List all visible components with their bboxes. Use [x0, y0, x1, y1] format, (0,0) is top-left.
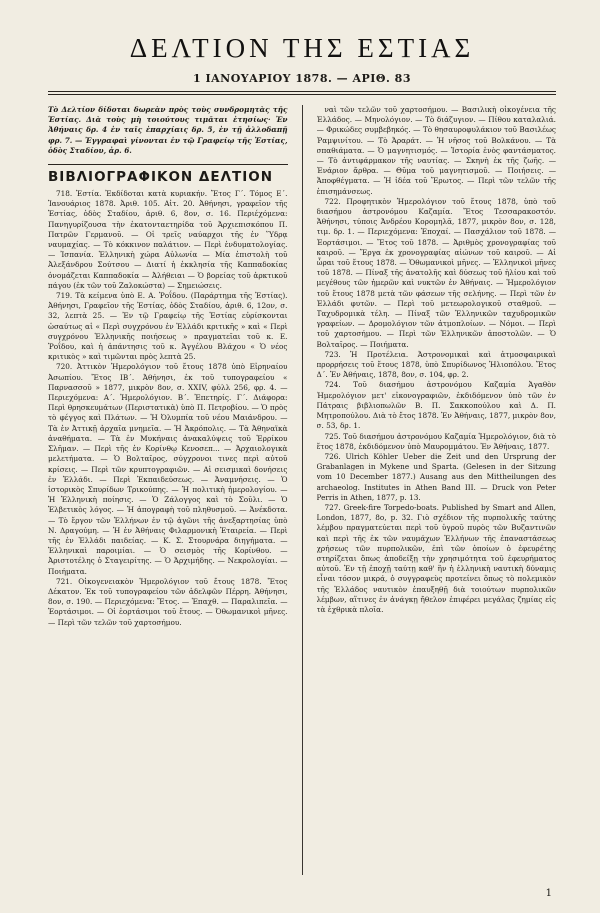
section-title: ΒΙΒΛΙΟΓΡΑΦΙΚΟΝ ΔΕΛΤΙΟΝ: [48, 169, 274, 186]
entry-paragraph: 724. Τοῦ διασήμου ἀστρονόμου Καζαμία Ἀγαθὸν Ἡμερολόγιον μετ' εἰκονογραφιῶν, ἐκδιδόμενον ὑπὸ τῶν ἐν Πάτραις βιβλιοπωλῶν Β. Π. Σακκοπούλου καὶ Δ. Π. Μητροπούλου. Διὰ τὸ ἔτος 1878. Ἐν Ἀθήναις, 1877, μικρὸν 8ον, σ. 53, δρ. 1.: [316, 380, 556, 431]
top-rule-thin: [48, 94, 556, 95]
entry-paragraph: 726. Ulrich Köhler Ueber die Zeit und den Ursprung der Grabanlagen in Mykene und Sparta. (Gelesen in der Sitzung vom 10 December 1877.) Ausang aus den Mittheilungen des archaeolog. Institutes in Athen Band III. — Druck von Peter Perris in Athen, 1877, p. 13.: [316, 451, 556, 502]
entry-paragraph: ναὶ τῶν τελῶν τοῦ χαρτοσήμου. — Βασιλικὴ οἰκογένεια τῆς Ἑλλάδος. — Μηνολόγιον. — Τὸ διάζυγιον. — Πίθου καταλαλιά. — Φρικώδες συμβεβηκός. — Τὸ θησαυροφυλάκιον τοῦ Βασιλέως Ῥαμψινίτου. — Τὸ Ἀραράτ. — Ἡ νῆσος τοῦ Βολκάνου. — Τὰ σπαθιάματα. — Ὁ μαγνητισμός. — Ἱστορία ἑνὸς φαντάσματος. — Τὸ ἀντιφάρμακον τῆς ναυτίας. — Σκηνὴ ἐκ τῆς ζωῆς. — Ἐνάριον ἄρθρα. — Θῦμα τοῦ μαγνητισμοῦ. — Ποιήσεις. — Ἀποφθέγματα. — Ἡ ἰδέα τοῦ Ἔρωτος. — Περὶ τῶν τελῶν τῆς ἐπισημάνσεως.: [316, 105, 556, 196]
entry-paragraph: 722. Προφητικὸν Ἡμερολόγιον τοῦ ἔτους 1878, ὑπὸ τοῦ διασήμου ἀστρονόμου Καζαμία. Ἔτος Τεσσαρακοστόν. Ἀθήνησι, τύποις Ἀνδρέου Κορομηλᾶ, 1877, μικρὸν 8ον, σ. 128, τιμ. δρ. 1. — Περιεχόμενα: Ἐποχαί. — Πασχάλιον τοῦ 1878. — Ἑορτάσιμοι. — Ἔτος τοῦ 1878. — Ἀριθμὸς χρονογραφίας τοῦ καιροῦ. — Ἔργα ἐκ χρονογραφίας αἰώνων τοῦ καιροῦ. — Αἱ ὧραι τοῦ ἔτους 1878. — Ὀθωμανικοὶ μῆνες. — Ἑλληνικοὶ μῆνες τοῦ 1878. — Πίναξ τῆς ἀνατολῆς καὶ δύσεως τοῦ ἡλίου καὶ τοῦ μεγέθους τῶν ἡμερῶν καὶ νυκτῶν ἐν Ἀθήναις. — Ἡμερολόγιον τοῦ ἔτους 1878 μετὰ τῶν φάσεων τῆς σελήνης. — Περὶ τῶν ἐν Ἑλλάδι φυτῶν. — Περὶ τοῦ μετεωρολογικοῦ σταθμοῦ. — Ταχυδρομικὰ τέλη. — Πίναξ τῶν Ἑλληνικῶν ταχυδρομικῶν γραφείων. — Δρομολόγιον τῶν ἀτμοπλοίων. — Νόμοι. — Περὶ τοῦ χαρτοσήμου. — Περὶ τῶν Ἑλληνικῶν ἀποστολῶν. — Ὁ Βολταῖρος. — Ποιήματα.: [316, 196, 556, 349]
dateline: 1 ΙΑΝΟΥΑΡΙΟΥ 1878. — ΑΡΙΘ. 83: [193, 72, 411, 85]
column-divider: [302, 105, 303, 875]
subscription-notice: Τὸ Δελτίον δίδοται δωρεὰν πρὸς τοὺς συνδρομητὰς τῆς Ἑστίας. Διὰ τοὺς μὴ τοιούτους τιμᾶται ἐτησίως· Ἐν Ἀθήναις δρ. 4 ἐν ταῖς ἐπαρχίαις δρ. 5, ἐν τῇ ἀλλοδαπῇ φρ. 7. — Ἐγγραφαὶ γίνονται ἐν τῷ Γραφείῳ τῆς Ἑστίας, ὁδὸς Σταδίου, ἀρ. 6.: [48, 105, 288, 155]
entry-paragraph: 723. Ἡ Προτέλεια. Ἀστρονομικαὶ καὶ ἀτμοσφαιρικαὶ προρρήσεις τοῦ ἔτους 1878, ὑπὸ Σπυρίδωνος Ἡλιοπόλου. Ἔτος Δ΄. Ἐν Ἀθήναις, 1878, 8ον, σ. 104, φρ. 2.: [316, 349, 556, 380]
entry-paragraph: 719. Τὰ κείμενα ὑπὸ Ε. Α. Ῥοΐδου. (Παράρτημα τῆς Ἑστίας). Ἀθήνησι, Γραφεῖον τῆς Ἑστίας, ὁδὸς Σταδίου, ἀριθ. 6, 12ον, σ. 32, λεπτὰ 25. — Ἐν τῷ Γραφείῳ τῆς Ἑστίας εὑρίσκονται ὡσαύτως αἱ « Περὶ συγχρόνου ἐν Ἑλλάδι κριτικῆς » καὶ « Περὶ συγχρόνου Ἑλληνικῆς ποιήσεως » πραγματεῖαι τοῦ κ. Ε. Ῥοΐδου, καὶ ἡ ἀπάντησις τοῦ κ. Ἀγγέλου Βλάχου « Ὁ νέος κριτικὸς » καὶ τιμῶνται πρὸς λεπτὰ 25.: [48, 291, 288, 362]
entry-paragraph: 720. Ἀττικὸν Ἡμερολόγιον τοῦ ἔτους 1878 ὑπὸ Εἰρηναίου Ἀσωπίου. Ἔτος ΙΒ΄. Ἀθήνησι, ἐκ τοῦ τυπογραφείου « Παρνασσοῦ » 1877, μικρὸν 8ον, σ. XXIV, φύλλ 256, φρ. 4. — Περιεχόμενα: Α΄. Ἡμερολόγιον. Β΄. Ἐπετηρίς. Γ΄. Διάφορα: Περὶ θρησκευμάτων (Περιστατικὰ) ὑπὸ Π. Πετροβίου. — Ὁ πρὸς τὸ φέγγος καὶ Πλάτων. — Ἡ Ὀλυμπία τοῦ νέου Μαιάνδρου. — Τὰ ἐν Ἀττικῇ ἀρχαῖα μνημεῖα. — Ἡ Ἀκρόπολις. — Τὰ Ἀθηναϊκὰ ἀναθήματα. — Τὰ ἐν Μυκήναις ἀνακαλύψεις τοῦ Ἑρρίκου Σλῆμαν. — Περὶ τῆς ἐν Κορίνθῳ Κενοσεπ... — Ἀρχαιολογικὰ μελετήματα. — Ὁ Βολταῖρος, σύγχρονοι τινες περὶ αὐτοῦ κρίσεις. — Περὶ τῶν κρυπτογραφιῶν. — Αἱ σεισμικαὶ δονήσεις ἐν Ἑλλάδι. — Περὶ Ἐκπαιδεύσεως. — Ἀναμνήσεις. — Ὁ ἱστορικὸς Σπυρίδων Τρικούπης. — Ἡ πολιτικὴ ἡμερολογίου. — Ἡ Ἑλληνικὴ ποίησις. — Ὁ Ζάλογγος καὶ τὸ Σοῦλι. — Ὁ Ἑλβετικὸς λόγος. — Ἡ ἀπογραφὴ τοῦ πληθυσμοῦ. — Ἀνέκδοτα. — Τὸ ἔργον τῶν Ἑλλήνων ἐν τῷ ἀγῶνι τῆς ἀνεξαρτησίας ὑπὸ Ν. Δραγούμη. — Ἡ ἐν Ἀθήναις Φιλαρμονικὴ Ἑταιρεία. — Περὶ τῆς ἐν Ἑλλάδι παιδείας. — Κ. Σ. Στουρνάρα διηγήματα. — Ἑλληνικαὶ παροιμίαι. — Ὁ σεισμὸς τῆς Κορίνθου. — Ἀριστοτέλης ὁ Σταγειρίτης. — Ὁ Ἀρχιμήδης. — Νεκρολογίαι. — Ποιήματα.: [48, 362, 288, 576]
entry-paragraph: 727. Greek-fire Torpedo-boats. Published by Smart and Allen, London, 1877, 8ο, p. 32. Γιὸ σχέδιον τῆς πυρπολικῆς ταύτης λέμβου πραγματεύεται περὶ τοῦ ὑγροῦ πυρὸς τῶν Βυζαντινῶν καὶ περὶ τῆς ἐκ τῶν ναυμάχων Ἑλλήνων τῆς ἐπαναστάσεως χρήσεως τῶν πυρπολικῶν, ἐπὶ τῶν ὁποίων ὁ ἐφευρέτης στηρίζεται ὅπως ἀποδείξῃ τὴν χρησιμότητα τοῦ ἐφευρήματος αὐτοῦ. Ἐν τῇ ἐποχῇ ταύτῃ καθ' ἣν ἡ ἐλληνικὴ ναυτικὴ δύναμις εἶναι τόσον μικρά, ὁ συγγραφεὺς προτείνει ὅπως τὸ πολεμικὸν τῆς Ἑλλάδος ναυτικὸν ἐπαυξηθῇ διὰ τοιούτων πυρπολικῶν λέμβων, αἵτινες ἐν ἀνάγκῃ ἤθελον ἐπιφέρει μεγάλας ζημίας εἰς τὰ ἐχθρικὰ πλοῖα.: [316, 502, 556, 614]
notice-separator: [48, 164, 288, 165]
entry-paragraph: 725. Τοῦ διασήμου ἀστρονόμου Καζαμία Ἡμερολόγιον, διὰ τὸ ἔτος 1878, ἐκδιδόμενον ὑπὸ Μαυρομμάτου. Ἐν Ἀθήναις, 1877.: [316, 431, 556, 451]
entry-paragraph: 718. Ἑστία. Ἐκδίδοται κατὰ κυριακήν. Ἔτος Γ΄. Τόμος Ε΄. Ἰανουάριος 1878. Ἀριθ. 105. Αἰτ. 20. Ἀθήνησι, γραφεῖον τῆς Ἑστίας, ὁδὸς Σταδίου, ἀριθ. 6, 8ον, σ. 16. Περιέχόμενα: Πανηγυρίζουσα τὴν ἐκατονταετηρίδα τοῦ Ἀρχιεπισκόπου Π. Πατρῶν Γερμανοῦ. — Οἱ τρεῖς ναύαρχοι τῆς ἐν Ὕδρᾳ ναυμαχίας. — Τὸ κόκκινον παλάτιον. — Περὶ ἐνδυματολογίας. — Ἰσπανία. Ἑλληνικὴ χώρα Αὐλωνία — Μία ἐπιστολὴ τοῦ Ἀλεξάνδρου Σούτσου — Διατί ἡ ἐκκλησία τῆς Καππαδοκίας ὀνομάζεται Καππαδοκία — Ἀλήθειαι — Ὁ βορείας τοῦ ἀρκτικοῦ πάγου (ἐκ τῶν τοῦ Ζαλοκώστα) — Σημειώσεις.: [48, 189, 288, 290]
page-number: 1: [545, 888, 552, 899]
top-rule: [48, 91, 556, 92]
masthead-title: ΔΕΛΤΙΟΝ ΤΗΣ ΕΣΤΙΑΣ: [129, 33, 475, 63]
right-column: [317, 105, 557, 875]
left-column: [48, 105, 288, 875]
columns: [48, 105, 556, 875]
entry-paragraph: 721. Οἰκογενειακὸν Ἡμερολόγιον τοῦ ἔτους 1878. Ἔτος Δέκατον. Ἐκ τοῦ τυπογραφείου τῶν ἀδελφῶν Πέρρη. Ἀθήνησι, 8ον, σ. 190. — Περιεχόμενα: Ἔτος. — Ἐπαχθ. — Παραλιπεῖα. — Ἑορτάσιμοι. — Οἱ ἑορτάσιμοι τοῦ ἔτους. — Ὀθωμανικοὶ μῆνες. — Περὶ τῶν τελῶν τοῦ χαρτοσήμου.: [48, 576, 288, 627]
